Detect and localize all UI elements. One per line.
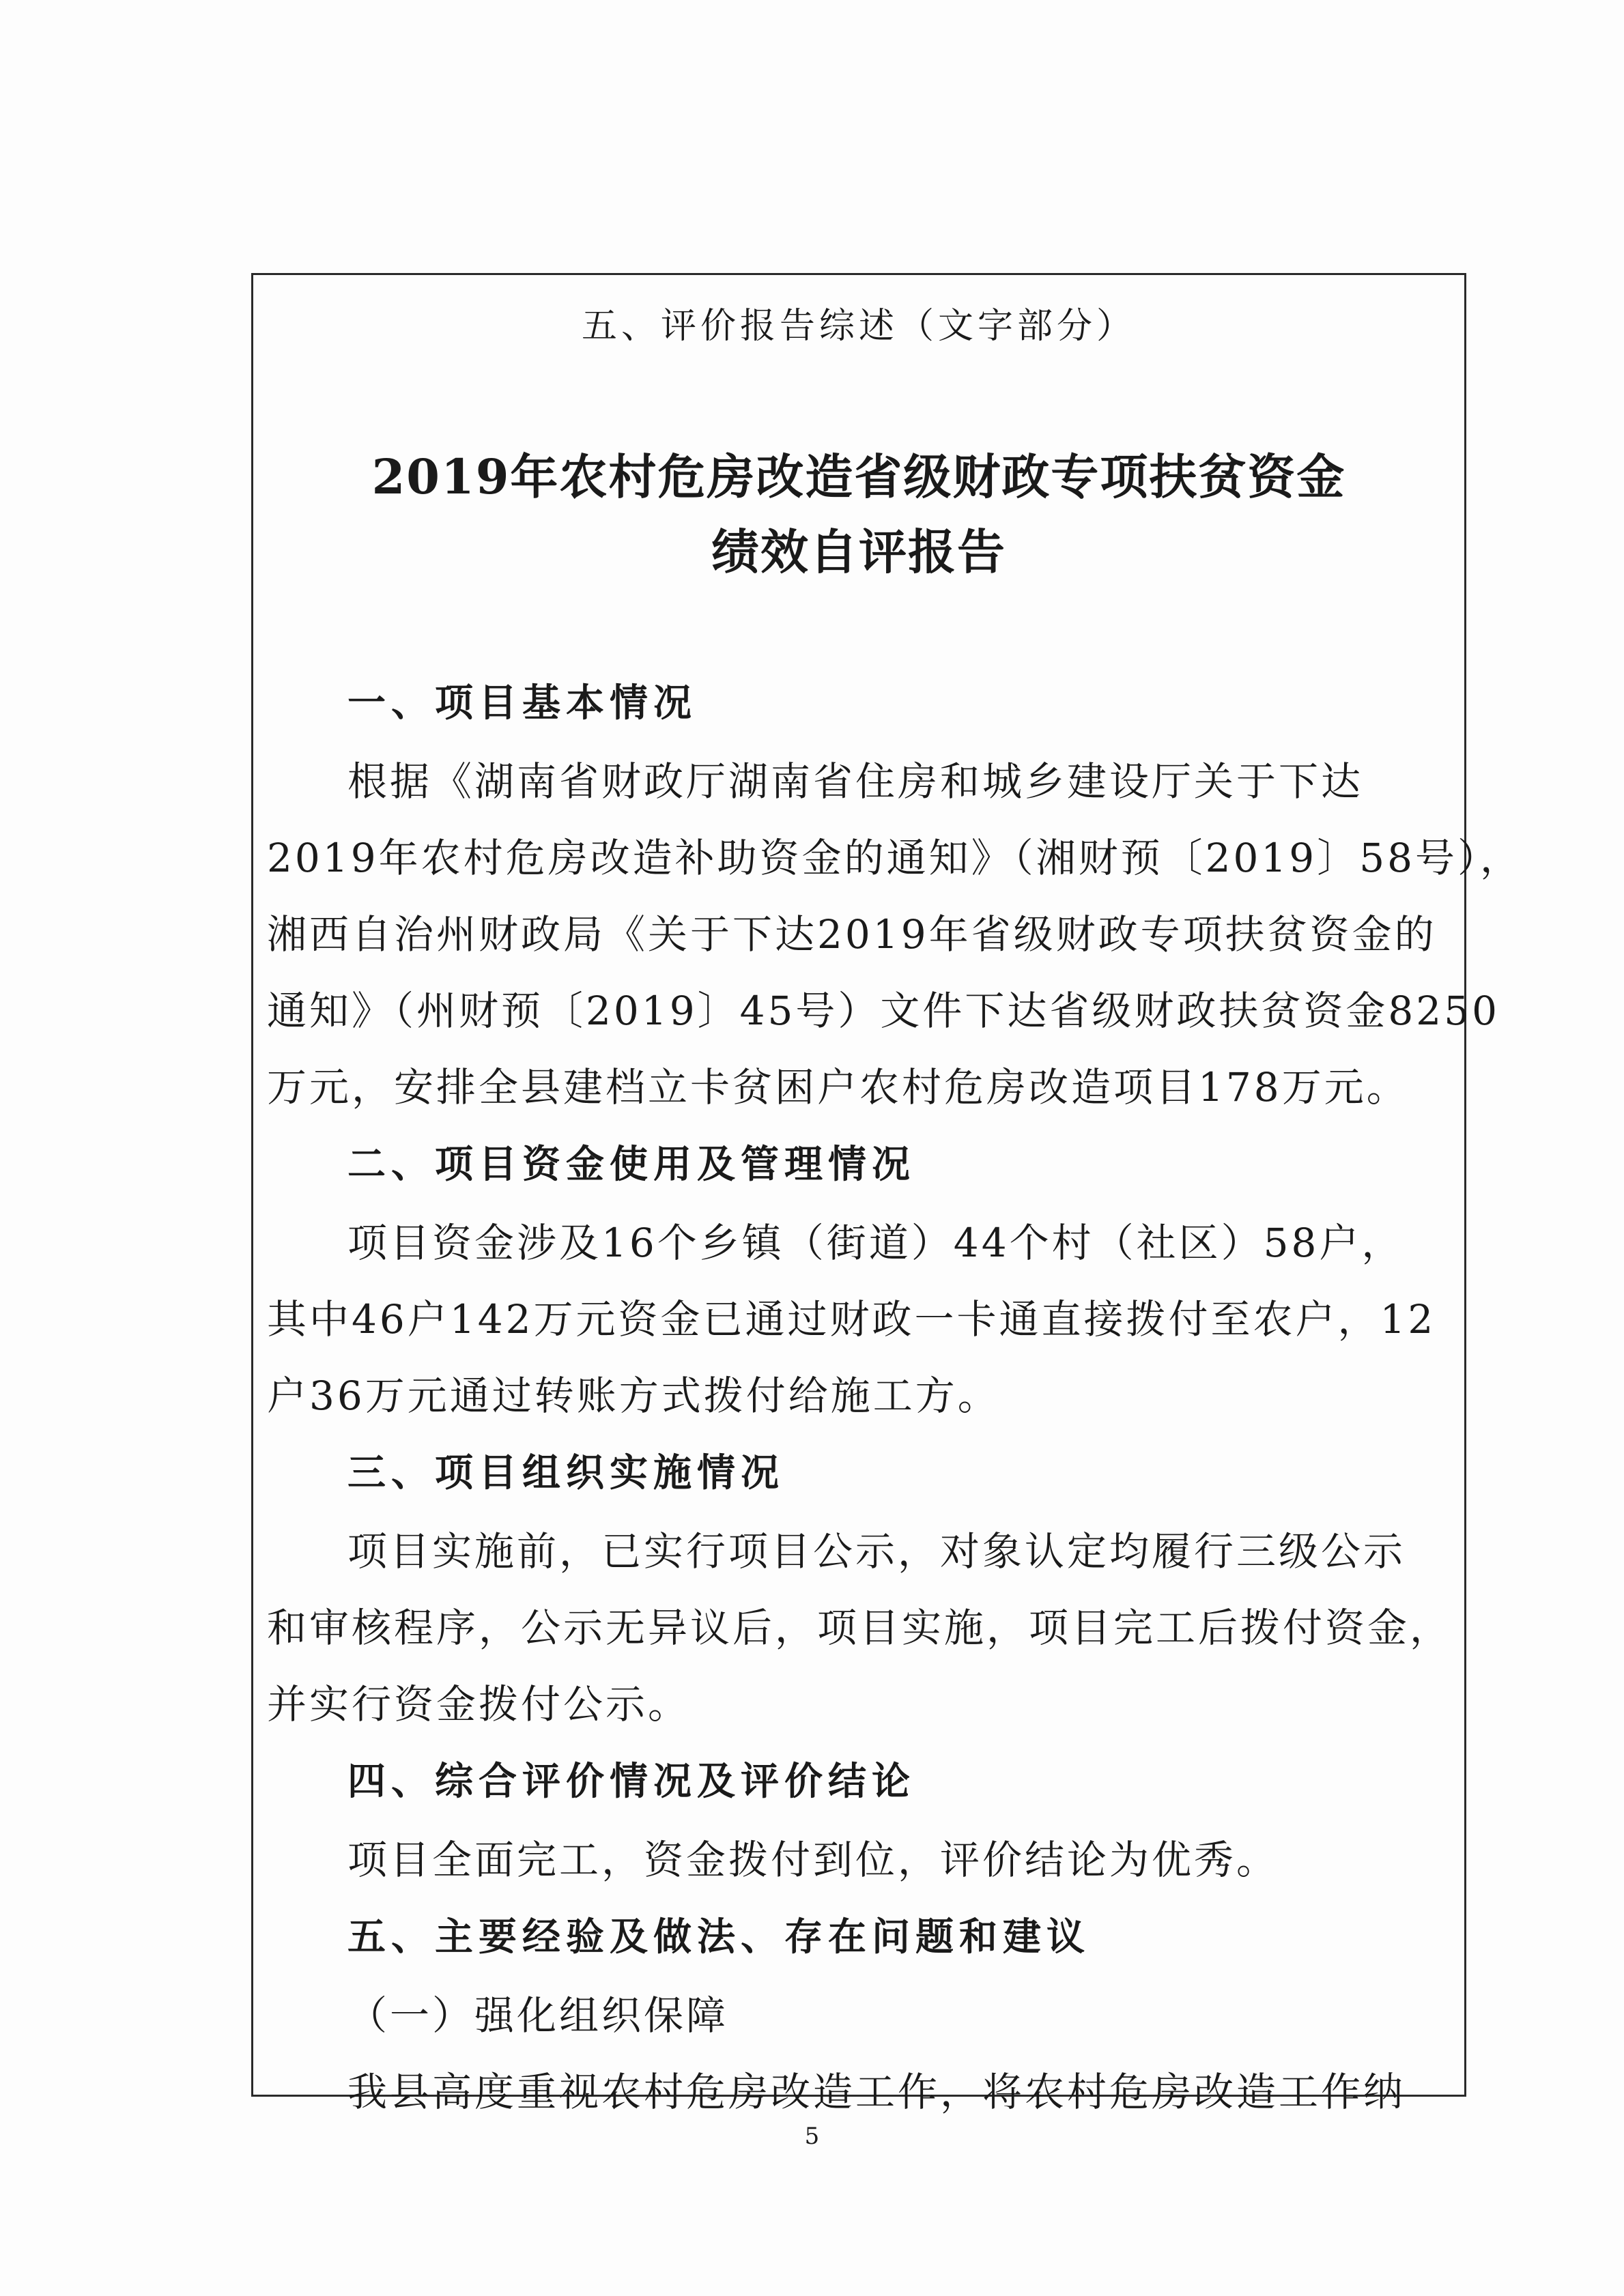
paragraph-line: 项目资金涉及16个乡镇（街道）44个村（社区）58户，	[347, 1220, 1404, 1266]
report-body	[267, 664, 1523, 2130]
report-title-line-1: 2019年农村危房改造省级财政专项扶贫资金	[371, 448, 1346, 505]
section-4-paragraph	[267, 1822, 1451, 1898]
paragraph-line: 通知》（州财预〔2019〕45号）文件下达省级财政扶贫资金8250	[267, 988, 1500, 1034]
paragraph-line: 湘西自治州财政局《关于下达2019年省级财政专项扶贫资金的	[267, 911, 1437, 958]
report-frame	[251, 273, 1523, 2115]
section-5-paragraph	[267, 2054, 1451, 2130]
report-title-line-2: 绩效自评报告	[711, 523, 1006, 580]
page-number: 5	[804, 2123, 820, 2150]
paragraph-line: 2019年农村危房改造补助资金的通知》（湘财预〔2019〕58号），	[267, 835, 1523, 881]
section-5-subheading: （一）强化组织保障	[347, 1992, 729, 2039]
paragraph-line: 户36万元通过转账方式拨付给施工方。	[267, 1373, 1000, 1419]
paragraph-line: 其中46户142万元资金已通过财政一卡通直接拨付至农户，12	[267, 1296, 1436, 1343]
section-4-heading: 四、综合评价情况及评价结论	[347, 1760, 915, 1804]
paragraph-line: 和审核程序，公示无异议后，项目实施，项目完工后拨付资金，	[267, 1605, 1453, 1651]
section-3-heading: 三、项目组织实施情况	[347, 1451, 784, 1495]
paragraph-line: 我县高度重视农村危房改造工作，将农村危房改造工作纳	[347, 2069, 1406, 2115]
section-1-heading: 一、项目基本情况	[347, 681, 697, 726]
paragraph-line: 根据《湖南省财政厅湖南省住房和城乡建设厅关于下达	[347, 758, 1364, 805]
paragraph-line: 项目实施前，已实行项目公示，对象认定均履行三级公示	[347, 1528, 1406, 1575]
section-5-heading: 五、主要经验及做法、存在问题和建议	[347, 1915, 1090, 1960]
section-heading: 五、评价报告综述（文字部分）	[581, 306, 1136, 347]
section-3-paragraph	[267, 1513, 1451, 1742]
paragraph-line: 并实行资金拨付公示。	[267, 1681, 691, 1727]
section-2-heading: 二、项目资金使用及管理情况	[347, 1143, 915, 1187]
section-2-paragraph	[267, 1205, 1451, 1434]
paragraph-line: 万元，安排全县建档立卡贫困户农村危房改造项目178万元。	[267, 1064, 1409, 1110]
paragraph-line: 项目全面完工，资金拨付到位，评价结论为优秀。	[347, 1837, 1279, 1883]
section-1-paragraph	[267, 743, 1523, 1125]
